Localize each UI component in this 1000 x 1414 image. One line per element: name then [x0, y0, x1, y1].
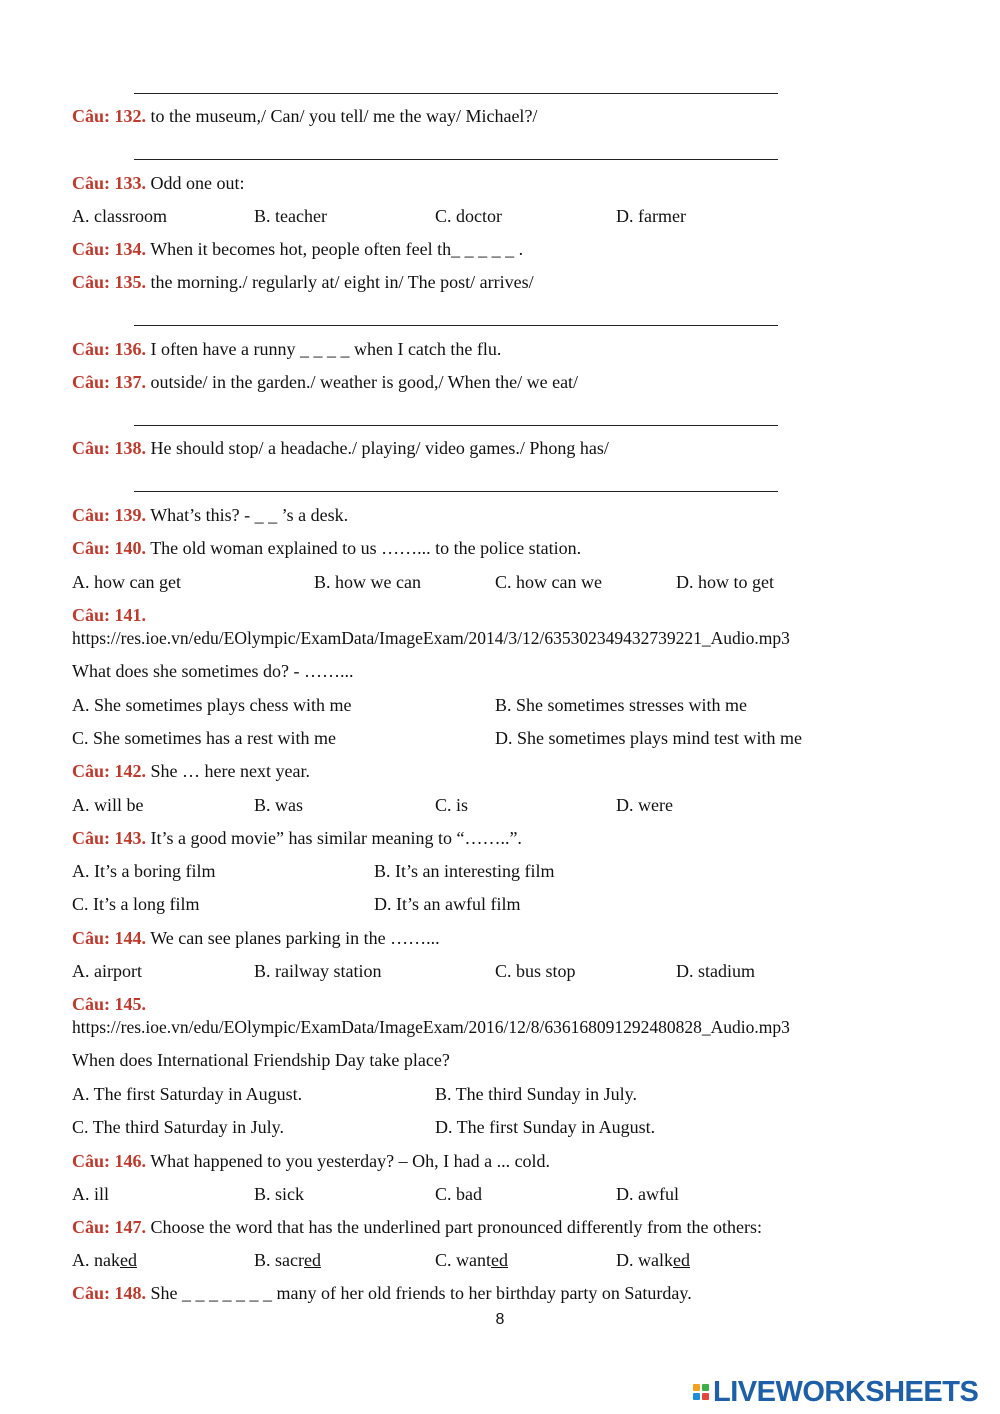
- question-148: [72, 1282, 692, 1304]
- option-a[interactable]: [72, 1249, 137, 1271]
- logo-icon: [693, 1384, 709, 1400]
- option-c[interactable]: C. doctor: [435, 206, 502, 226]
- option-c[interactable]: C. bad: [435, 1184, 482, 1204]
- question-140: [72, 537, 581, 559]
- option-b[interactable]: B. how we can: [314, 572, 421, 592]
- question-text: What does she sometimes do? - ……...: [72, 661, 354, 681]
- option-d[interactable]: D. It’s an awful film: [374, 894, 521, 914]
- question-text: When does International Friendship Day take place?: [72, 1050, 450, 1070]
- option-b[interactable]: B. teacher: [254, 206, 327, 226]
- option-d[interactable]: D. farmer: [616, 206, 686, 226]
- option-d[interactable]: D. She sometimes plays mind test with me: [495, 728, 802, 748]
- brand-name: LIVEWORKSHEETS: [713, 1375, 979, 1408]
- option-d[interactable]: [616, 1249, 690, 1271]
- answer-line[interactable]: [134, 143, 778, 165]
- question-text: She _ _ _ _ _ _ _ many of her old friends to her birthday party on Saturday.: [146, 1283, 692, 1303]
- option-b[interactable]: B. She sometimes stresses with me: [495, 695, 747, 715]
- option-a[interactable]: A. airport: [72, 961, 142, 981]
- question-number: Câu: 132.: [72, 106, 147, 126]
- question-144: [72, 927, 440, 949]
- question-number: Câu: 142.: [72, 761, 147, 781]
- option-c[interactable]: C. It’s a long film: [72, 894, 200, 914]
- option-c[interactable]: C. is: [435, 795, 469, 815]
- option-d[interactable]: D. The first Sunday in August.: [435, 1117, 656, 1137]
- question-number: Câu: 133.: [72, 173, 147, 193]
- question-142: [72, 760, 310, 782]
- option-word: B. sacr: [254, 1250, 304, 1270]
- answer-line[interactable]: [134, 475, 778, 497]
- option-b[interactable]: [254, 1249, 321, 1271]
- option-a[interactable]: A. will be: [72, 795, 144, 815]
- question-136: [72, 338, 501, 360]
- option-c[interactable]: C. She sometimes has a rest with me: [72, 728, 336, 748]
- question-number: Câu: 139.: [72, 505, 147, 525]
- question-143: [72, 827, 522, 849]
- question-text: When it becomes hot, people often feel th_ _ _ _ _ .: [146, 239, 524, 259]
- option-word: A. nak: [72, 1250, 120, 1270]
- question-139: [72, 504, 348, 526]
- option-b[interactable]: B. railway station: [254, 961, 382, 981]
- audio-link[interactable]: https://res.ioe.vn/edu/EOlympic/ExamData/ImageExam/2014/3/12/635302349432739221_Audio.mp3: [72, 628, 790, 648]
- question-number: Câu: 141.: [72, 605, 147, 625]
- option-a[interactable]: A. The first Saturday in August.: [72, 1084, 303, 1104]
- question-137: [72, 371, 578, 393]
- option-a[interactable]: A. how can get: [72, 572, 181, 592]
- question-text: to the museum,/ Can/ you tell/ me the way/ Michael?/: [146, 106, 538, 126]
- question-135: [72, 271, 534, 293]
- question-text: outside/ in the garden./ weather is good,/ When the/ we eat/: [146, 372, 579, 392]
- question-141: [72, 604, 146, 626]
- question-number: Câu: 147.: [72, 1217, 147, 1237]
- underlined-part: ed: [120, 1250, 137, 1270]
- question-number: Câu: 140.: [72, 538, 147, 558]
- option-d[interactable]: D. how to get: [676, 572, 774, 592]
- question-147: [72, 1216, 762, 1238]
- question-text: What happened to you yesterday? – Oh, I had a ... cold.: [146, 1151, 551, 1171]
- question-text: She … here next year.: [146, 761, 310, 781]
- option-c[interactable]: [435, 1249, 508, 1271]
- question-text: It’s a good movie” has similar meaning to “……..”.: [146, 828, 522, 848]
- question-number: Câu: 136.: [72, 339, 147, 359]
- question-text: the morning./ regularly at/ eight in/ The post/ arrives/: [146, 272, 534, 292]
- option-a[interactable]: A. It’s a boring film: [72, 861, 216, 881]
- question-number: Câu: 148.: [72, 1283, 147, 1303]
- question-text: I often have a runny _ _ _ _ when I catch the flu.: [146, 339, 502, 359]
- option-b[interactable]: B. was: [254, 795, 303, 815]
- answer-line[interactable]: [134, 409, 778, 431]
- underlined-part: ed: [303, 1250, 321, 1270]
- question-133: [72, 172, 245, 194]
- question-132: [72, 105, 537, 127]
- option-word: C. want: [435, 1250, 491, 1270]
- answer-line[interactable]: [134, 309, 778, 331]
- underlined-part: ed: [491, 1250, 508, 1270]
- option-c[interactable]: C. The third Saturday in July.: [72, 1117, 284, 1137]
- question-number: Câu: 135.: [72, 272, 147, 292]
- option-word: D. walk: [616, 1250, 673, 1270]
- question-text: The old woman explained to us ……... to the police station.: [146, 538, 582, 558]
- answer-line[interactable]: [134, 77, 778, 99]
- question-146: [72, 1150, 550, 1172]
- underlined-part: ed: [673, 1250, 690, 1270]
- option-b[interactable]: B. The third Sunday in July.: [435, 1084, 637, 1104]
- question-134: [72, 238, 523, 260]
- option-c[interactable]: C. how can we: [495, 572, 602, 592]
- question-text: What’s this? - _ _ ’s a desk.: [146, 505, 349, 525]
- option-b[interactable]: B. sick: [254, 1184, 305, 1204]
- option-a[interactable]: A. ill: [72, 1184, 110, 1204]
- option-c[interactable]: C. bus stop: [495, 961, 576, 981]
- liveworksheets-logo: [693, 1376, 978, 1408]
- option-a[interactable]: A. She sometimes plays chess with me: [72, 695, 352, 715]
- question-text: He should stop/ a headache./ playing/ video games./ Phong has/: [146, 438, 609, 458]
- question-number: Câu: 146.: [72, 1151, 147, 1171]
- question-number: Câu: 144.: [72, 928, 147, 948]
- question-138: [72, 437, 609, 459]
- option-d[interactable]: D. were: [616, 795, 673, 815]
- option-a[interactable]: A. classroom: [72, 206, 167, 226]
- option-b[interactable]: B. It’s an interesting film: [374, 861, 555, 881]
- question-text: Odd one out:: [146, 173, 245, 193]
- question-145: [72, 993, 146, 1015]
- question-number: Câu: 145.: [72, 994, 147, 1014]
- question-text: We can see planes parking in the ……...: [146, 928, 440, 948]
- audio-link[interactable]: https://res.ioe.vn/edu/EOlympic/ExamData/ImageExam/2016/12/8/636168091292480828_Audio.mp3: [72, 1017, 790, 1037]
- question-text: Choose the word that has the underlined part pronounced differently from the others:: [146, 1217, 763, 1237]
- question-number: Câu: 137.: [72, 372, 147, 392]
- page-number: 8: [495, 1311, 505, 1328]
- question-number: Câu: 138.: [72, 438, 147, 458]
- question-number: Câu: 143.: [72, 828, 147, 848]
- option-d[interactable]: D. stadium: [676, 961, 755, 981]
- question-number: Câu: 134.: [72, 239, 147, 259]
- option-d[interactable]: D. awful: [616, 1184, 679, 1204]
